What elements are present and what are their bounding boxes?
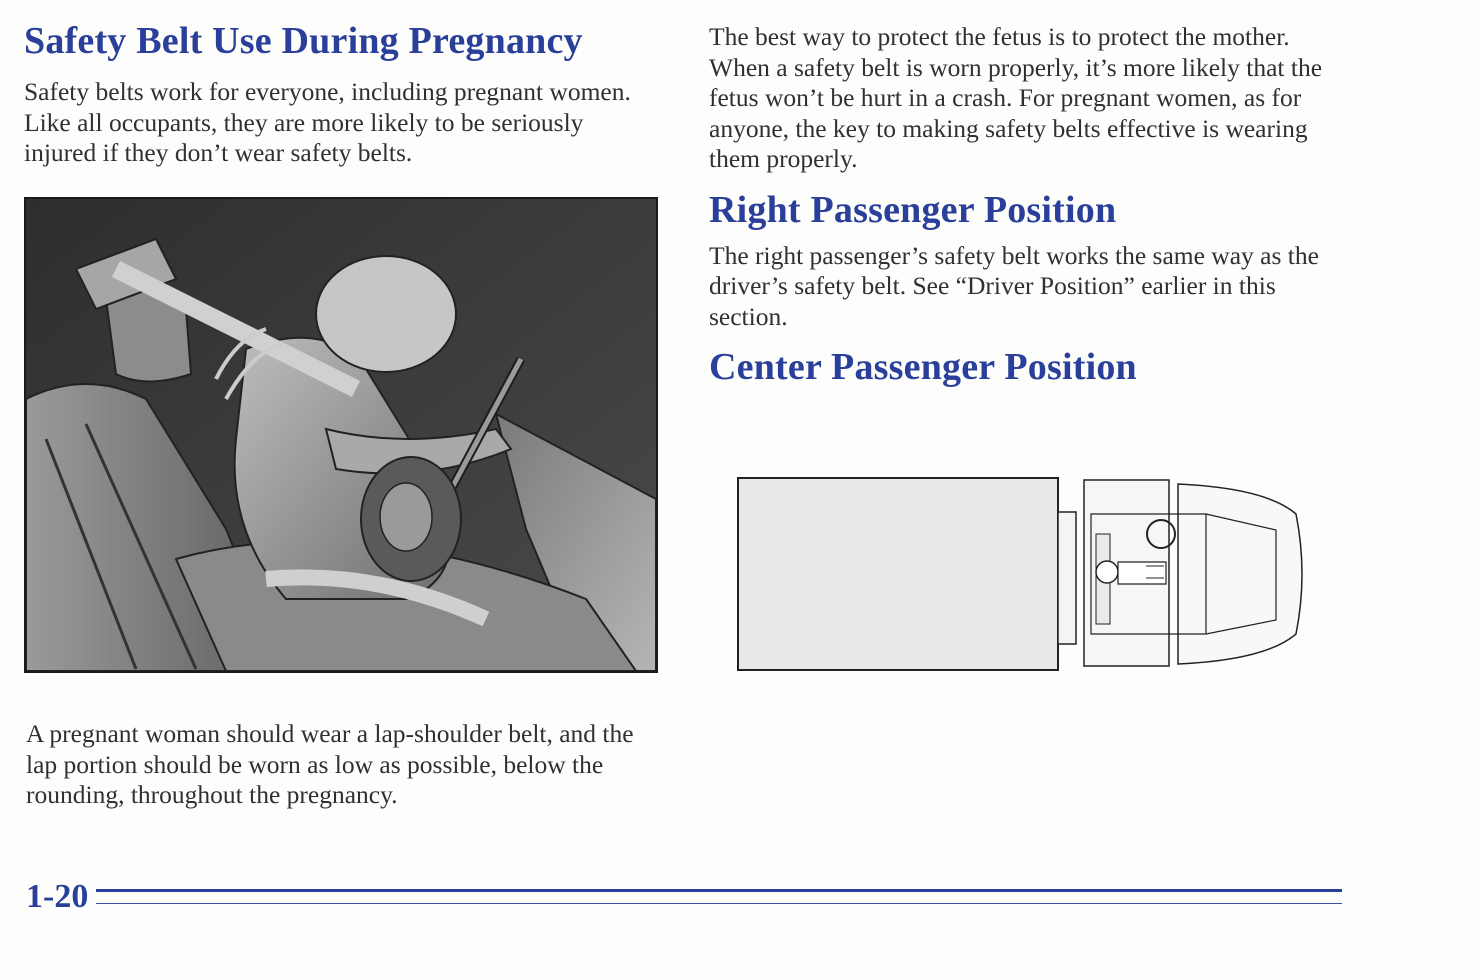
pregnancy-intro-paragraph: Safety belts work for everyone, including pregnant women. Like all occupants, they are more likely to be seriously injured if they don’t wear safety belts. bbox=[24, 77, 631, 167]
heading-right-passenger-position: Right Passenger Position bbox=[709, 188, 1117, 231]
pregnant-occupant-seatbelt-illustration bbox=[24, 197, 658, 673]
footer-rule-thin bbox=[96, 903, 1342, 904]
lap-belt-instruction-paragraph: A pregnant woman should wear a lap-shoulder belt, and the lap portion should be worn as low as possible, below the rounding, throughout the pregnancy. bbox=[26, 719, 634, 809]
right-column bbox=[709, 22, 1349, 390]
heading-safety-belt-pregnancy: Safety Belt Use During Pregnancy bbox=[24, 20, 583, 62]
truck-top-view-center-passenger-diagram bbox=[736, 474, 1308, 679]
footer-rule-thick bbox=[96, 889, 1342, 892]
protect-mother-paragraph: The best way to protect the fetus is to protect the mother. When a safety belt is worn properly, it’s more likely that the fetus won’t be hurt in a crash. For pregnant women, as for anyone, the key to making safety belts effective is wearing them properly. bbox=[709, 22, 1323, 173]
heading-center-passenger-position: Center Passenger Position bbox=[709, 346, 1137, 388]
page-number: 1-20 bbox=[26, 878, 89, 915]
right-passenger-paragraph: The right passenger’s safety belt works the same way as the driver’s safety belt. See “Driver Position” earlier in this section. bbox=[709, 240, 1319, 331]
left-column bbox=[24, 18, 664, 169]
